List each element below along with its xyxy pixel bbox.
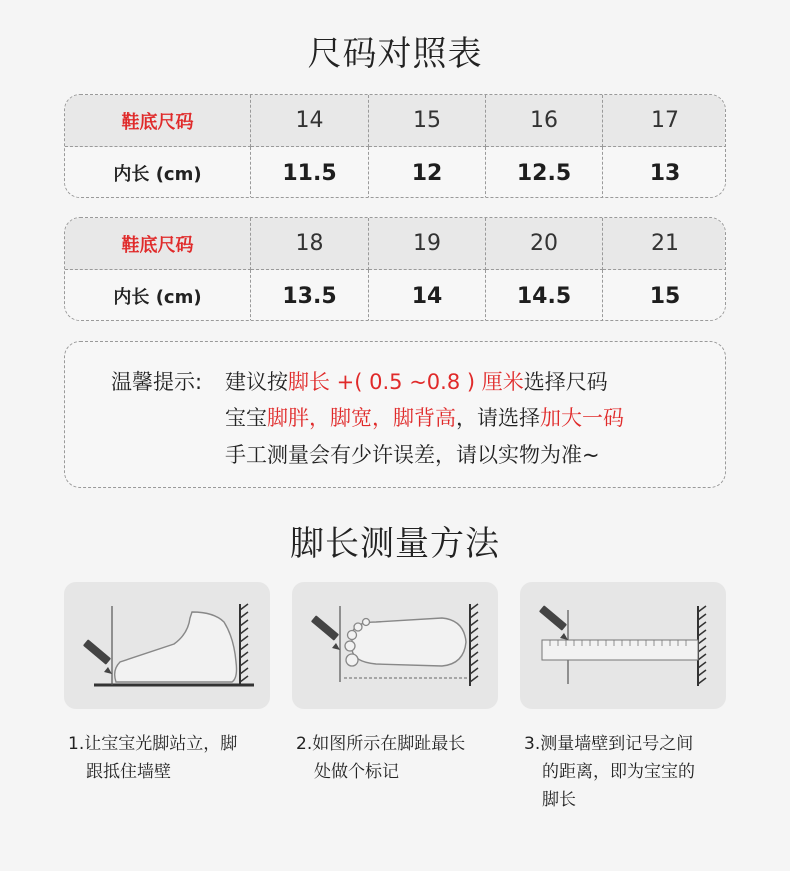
wall-icon [698, 606, 706, 686]
size-cell: 14 [251, 95, 369, 147]
pencil-icon [83, 639, 112, 674]
step-text: 3.测量墙壁到记号之间 [524, 734, 694, 754]
tip-lead: 温馨提示: [111, 370, 203, 394]
length-cell: 12 [369, 147, 486, 198]
tip-highlight: 脚胖，脚宽，脚背高 [267, 406, 456, 430]
step-1-illustration [64, 582, 270, 709]
step-1-caption [68, 730, 278, 786]
method-title: 脚长测量方法 [290, 524, 500, 564]
foot-top-icon [352, 618, 466, 666]
tip-line-1 [225, 366, 608, 396]
tip-highlight: 脚长 +( 0.5 ~0.8 ) 厘米 [288, 370, 524, 394]
length-label: 内长 (cm) [65, 147, 251, 198]
step-text: 处做个标记 [314, 762, 399, 782]
size-chart-title: 尺码对照表 [307, 34, 483, 74]
size-label: 鞋底尺码 [65, 95, 251, 147]
ruler-icon [542, 640, 698, 660]
tip-highlight: 加大一码 [540, 406, 624, 430]
step-2-caption [296, 730, 506, 786]
tip-box [64, 341, 726, 488]
length-cell: 14 [369, 270, 486, 321]
tip-line-2 [225, 402, 624, 432]
step-3-caption [524, 730, 734, 814]
foot-side-icon [115, 612, 237, 682]
wall-icon [240, 604, 248, 686]
tip-line-3: 手工测量会有少许误差，请以实物为准~ [225, 443, 600, 467]
size-cell: 18 [251, 218, 369, 270]
tip-text: 选择尺码 [523, 370, 608, 394]
pencil-icon [539, 605, 568, 640]
step-text: 1.让宝宝光脚站立，脚 [68, 734, 238, 754]
step-text: 2.如图所示在脚趾最长 [296, 734, 466, 754]
size-table-2 [64, 217, 726, 321]
step-text: 跟抵住墙壁 [86, 762, 171, 782]
size-cell: 17 [603, 95, 726, 147]
length-cell: 15 [603, 270, 726, 321]
wall-icon [470, 604, 478, 686]
length-cell: 13.5 [251, 270, 369, 321]
step-text: 脚长 [542, 790, 576, 810]
size-cell: 15 [369, 95, 486, 147]
tip-text: 宝宝 [225, 406, 267, 430]
size-cell: 20 [486, 218, 603, 270]
step-3-illustration [520, 582, 726, 709]
step-text: 的距离，即为宝宝的 [542, 762, 695, 782]
size-cell: 19 [369, 218, 486, 270]
tip-text: 建议按 [225, 370, 288, 394]
pencil-icon [311, 615, 340, 650]
length-cell: 13 [603, 147, 726, 198]
size-cell: 21 [603, 218, 726, 270]
length-cell: 12.5 [486, 147, 603, 198]
step-2-illustration [292, 582, 498, 709]
length-cell: 14.5 [486, 270, 603, 321]
size-table-1 [64, 94, 726, 198]
length-label: 内长 (cm) [65, 270, 251, 321]
length-cell: 11.5 [251, 147, 369, 198]
size-label: 鞋底尺码 [65, 218, 251, 270]
tip-text: ，请选择 [456, 406, 540, 430]
size-cell: 16 [486, 95, 603, 147]
